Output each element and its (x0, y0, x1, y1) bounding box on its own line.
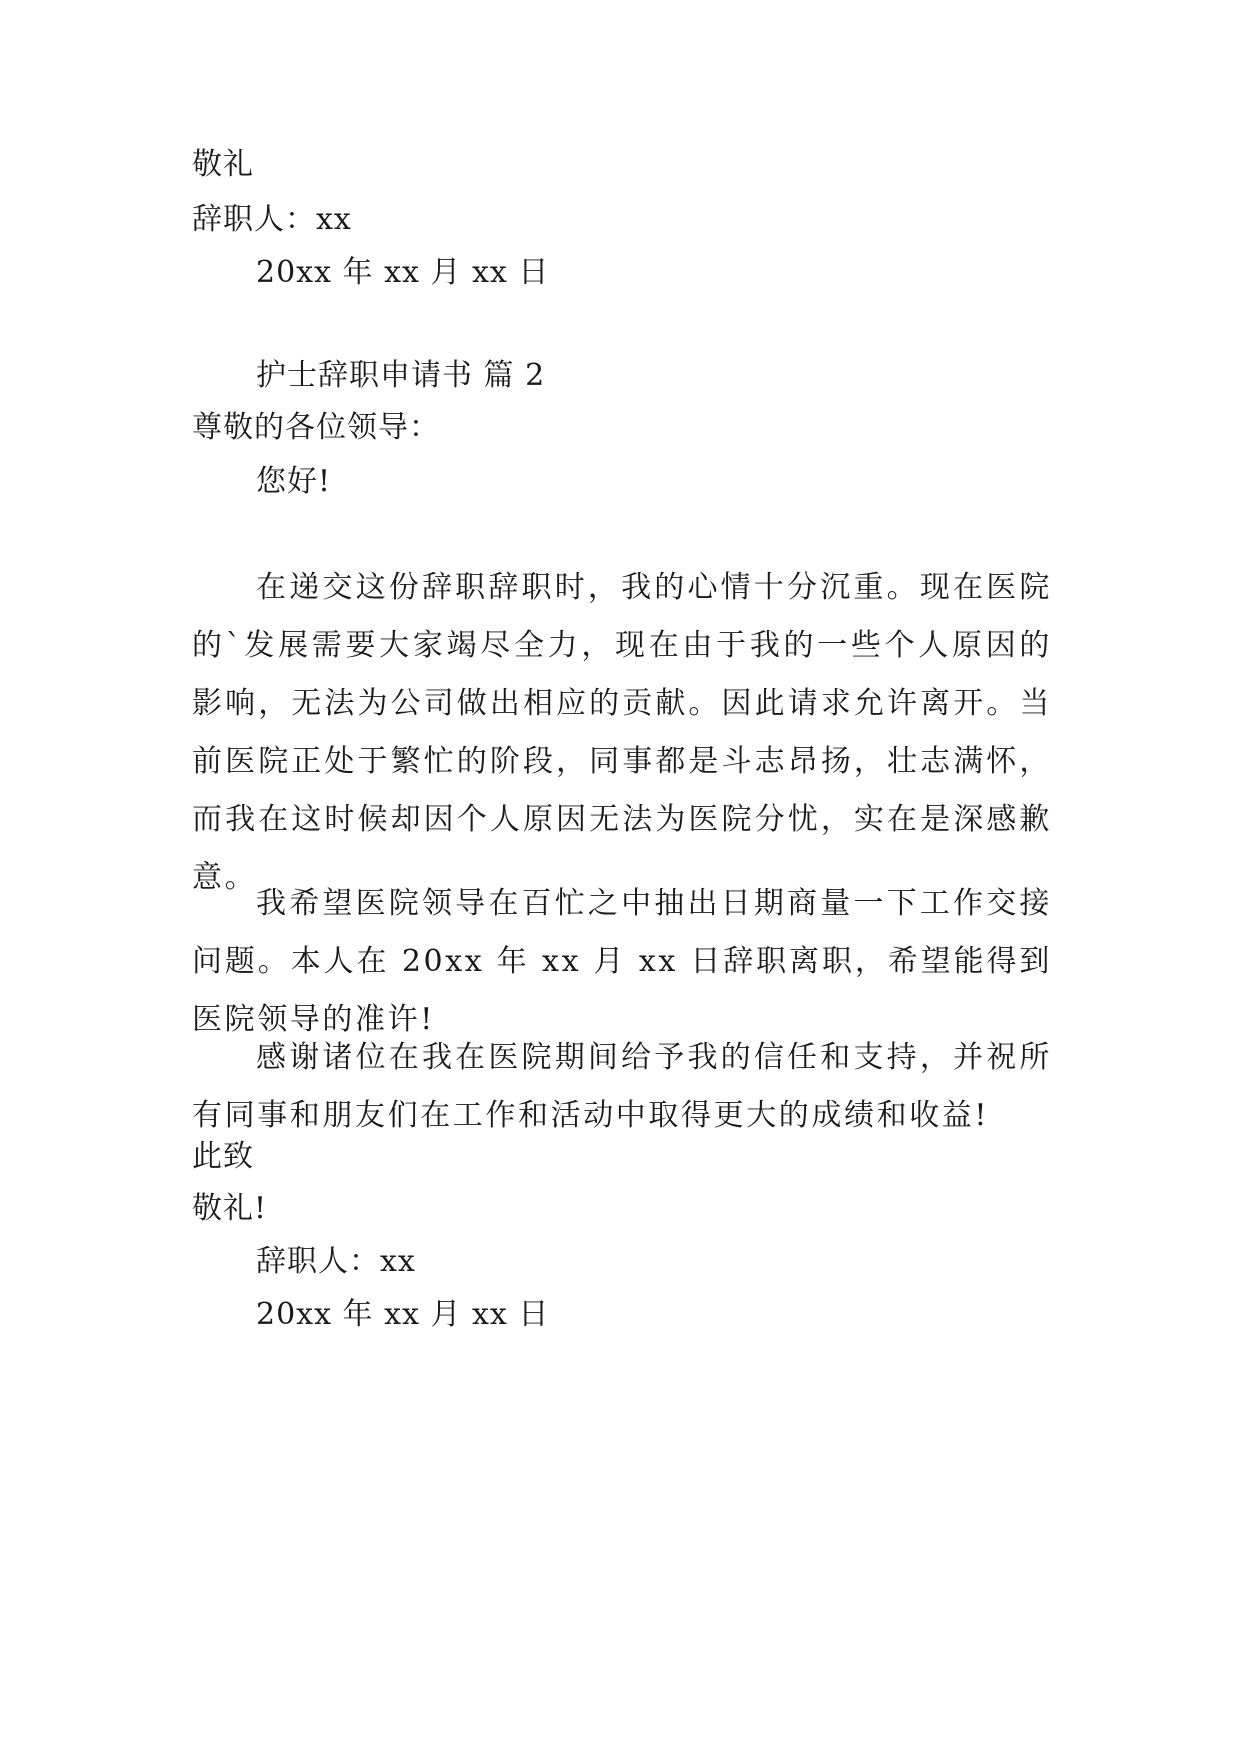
closing-line-2: 敬礼! (192, 1191, 268, 1226)
signer-line-2: 辞职人：xx (256, 1244, 416, 1279)
closing-salutation: 敬礼 (192, 147, 254, 182)
section-title: 护士辞职申请书 篇 2 (256, 358, 546, 393)
body-paragraph-2: 我希望医院领导在百忙之中抽出日期商量一下工作交接问题。本人在 20xx 年 xx 月 xx 日辞职离职，希望能得到医院领导的准许! (192, 886, 1052, 1037)
body-paragraph-1: 在递交这份辞职辞职时，我的心情十分沉重。现在医院的`发展需要大家竭尽全力，现在由于我的一些个人原因的影响，无法为公司做出相应的贡献。因此请求允许离开。当前医院正处于繁忙的阶段，同事都是斗志昂扬，壮志满怀，而我在这时候却因个人原因无法为医院分忧，实在是深感歉意。 (192, 570, 1052, 895)
greeting: 您好! (256, 464, 332, 499)
date-line-2: 20xx 年 xx 月 xx 日 (256, 1297, 550, 1332)
signer-line: 辞职人：xx (192, 202, 352, 237)
date-line: 20xx 年 xx 月 xx 日 (256, 255, 550, 290)
addressee: 尊敬的各位领导： (192, 410, 440, 445)
body-paragraph-3: 感谢诸位在我在医院期间给予我的信任和支持，并祝所有同事和朋友们在工作和活动中取得更大的成绩和收益! (192, 1040, 1052, 1133)
closing-line-1: 此致 (192, 1139, 254, 1174)
